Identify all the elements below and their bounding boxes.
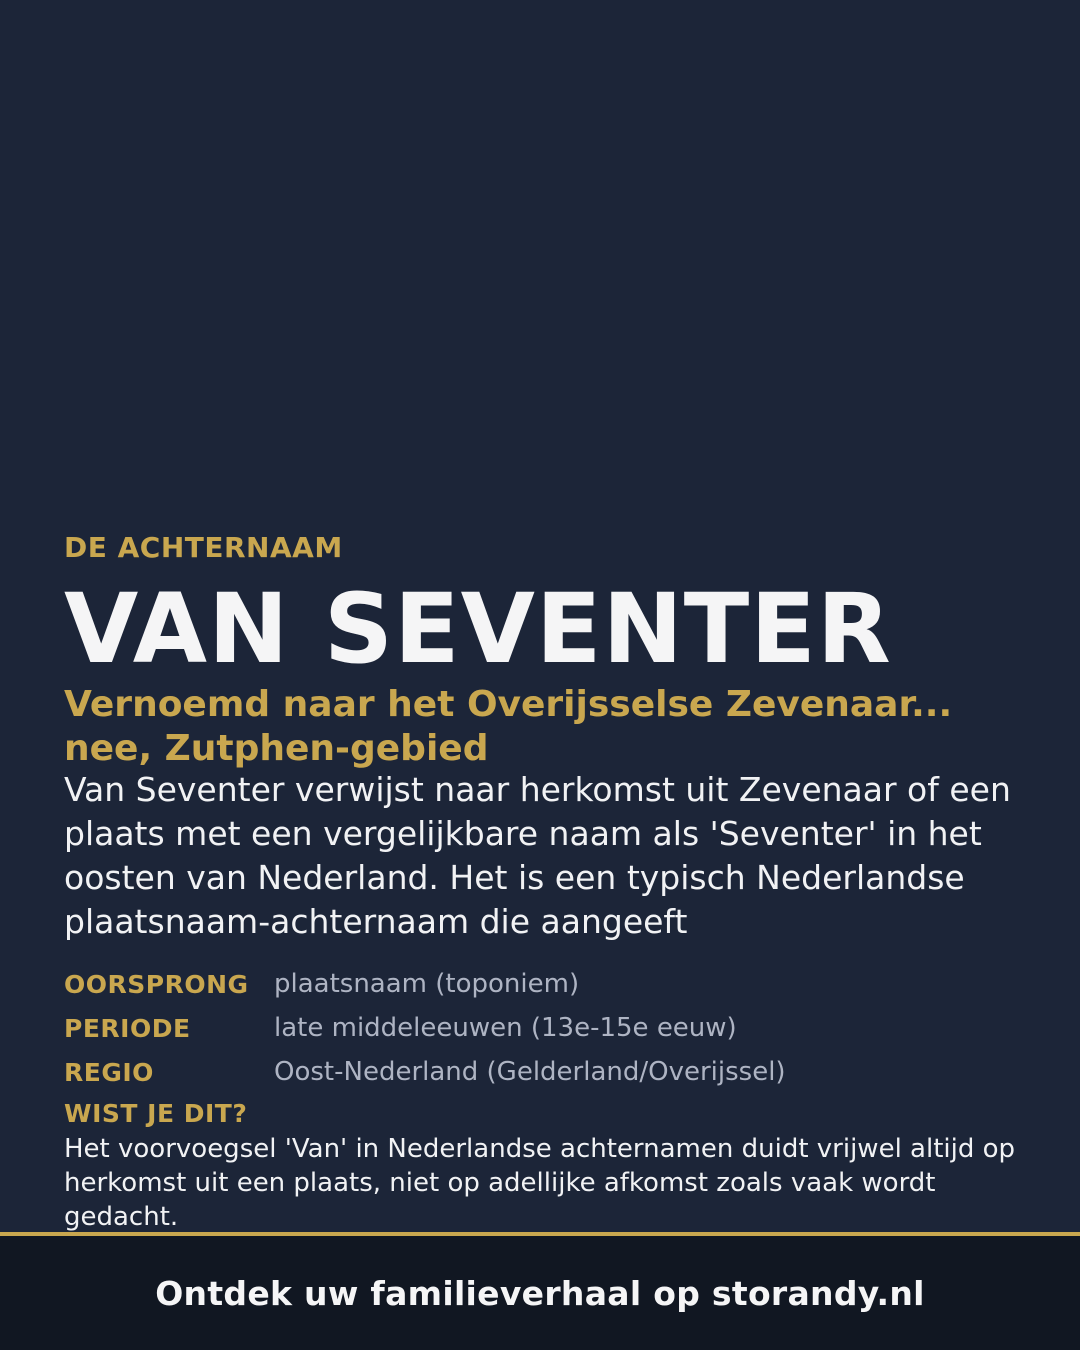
fact-label: PERIODE <box>64 1013 191 1043</box>
fact-value: Oost-Nederland (Gelderland/Overijssel) <box>274 1057 786 1087</box>
surname-title: VAN SEVENTER <box>64 573 892 685</box>
did-you-know-label: WIST JE DIT? <box>64 1099 248 1128</box>
surname-description: Van Seventer verwijst naar herkomst uit Zevenaar of een plaats met een vergelijkbare naam als 'Seventer' in het oosten van Nederland. Het is een typisch Nederlandse plaatsnaam-achternaam die aangeeft <box>64 770 1011 941</box>
footer-cta-text: Ontdek uw familieverhaal op storandy.nl <box>155 1273 925 1313</box>
footer-banner <box>0 1236 1080 1350</box>
fact-label: REGIO <box>64 1057 154 1087</box>
did-you-know-text: Het voorvoegsel 'Van' in Nederlandse achternamen duidt vrijwel altijd op herkomst uit een plaats, niet op adellijke afkomst zoals vaak wordt gedacht. <box>64 1134 1016 1232</box>
fact-value: late middeleeuwen (13e-15e eeuw) <box>274 1013 737 1043</box>
eyebrow-label: DE ACHTERNAAM <box>64 531 343 564</box>
fact-row-origin <box>64 962 1024 1006</box>
fact-row-period <box>64 1006 1024 1050</box>
facts-list <box>64 962 1024 1094</box>
surname-subtitle: Vernoemd naar het Overijsselse Zevenaar... nee, Zutphen-gebied <box>64 684 953 769</box>
fact-value: plaatsnaam (toponiem) <box>274 969 580 999</box>
fact-label: OORSPRONG <box>64 969 249 999</box>
fact-row-region <box>64 1050 1024 1094</box>
